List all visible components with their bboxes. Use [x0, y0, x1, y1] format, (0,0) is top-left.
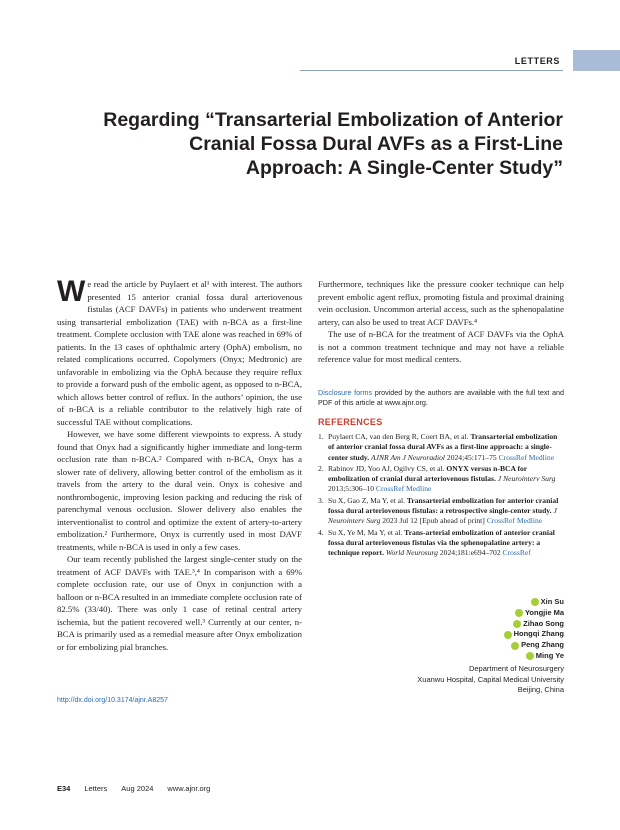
paragraph: Furthermore, techniques like the pressure cooker technique can help prevent embolic agent reflux, promoting fistula and proximal draining vein occlusion. Uncommon arterial access, such as the sphenopalatine artery, can also be used to treat ACF DAVFs.⁴ — [318, 279, 564, 327]
disclosure-note: Disclosure forms provided by the authors are available with the full text and PDF of this article at www.ajnr.org. — [318, 387, 564, 407]
affiliation: Department of Neurosurgery Xuanwu Hospital, Capital Medical University Beijing, China — [417, 663, 564, 695]
doi-link[interactable]: http://dx.doi.org/10.3174/ajnr.A8257 — [57, 697, 168, 704]
article-title: Regarding “Transarterial Embolization of Anterior Cranial Fossa Dural AVFs as a First-Line Approach: A Single-Center Study” — [103, 109, 563, 179]
footer-date: Aug 2024 — [121, 784, 154, 793]
crossref-medline-link[interactable]: CrossRef Medline — [498, 452, 555, 462]
author-name: Xin Su — [417, 597, 564, 608]
footer-site: www.ajnr.org — [167, 784, 211, 793]
paragraph: We read the article by Puylaert et al¹ with interest. The authors presented 15 anterior cranial fossa dural arteriovenous fistulas (ACF DAVFs) in patients who underwent treatment using transarterial embolization (TAE) with n-BCA as a first-line treatment. Complete occlusion with TAE alone was reached in 69% of patients. In the 13 cases of ophthalmic artery (OphA) embolism, no related complications occurred. Copolymers (Onyx; Medtronic) are unfavorable in embolizing via the OphA because they require reflux to provide a forward push of the embolic agent, as opposed to n-BCA, which allows better control of reflux. In the authors’ opinion, the use of n-BCA is a reliable contributor to the relatively high rate of successful TAE without complications. — [57, 275, 302, 427]
orcid-icon[interactable] — [513, 620, 521, 628]
orcid-icon[interactable] — [526, 652, 534, 660]
footer-section: Letters — [84, 784, 108, 793]
reference-list — [318, 432, 564, 559]
reference-item: 4. Su X, Ye M, Ma Y, et al. Trans-arterial embolization of anterior cranial fossa dural arteriovenous fistulas via the sphenopalatine artery: a technique report. World Neurosurg 2024;181:e694–702 CrossRef — [318, 527, 555, 558]
paragraph: However, we have some different viewpoints to express. A study found that Onyx had a significantly higher immediate and long-term occlusion rate than n-BCA.² Compared with n-BCA, Onyx has a slower rate of delivery, allowing better control of the embolism as it travels from the artery to the dural vein. Onyx is cohesive and nonthrombogenic, improving lesion packing and reducing the risk of parenchymal venous occlusion. Slower delivery also enables the interventionalist to control and optimize the extent of artery-to-artery embolization.² Furthermore, Onyx is currently used in most DAVF treatments, while n-BCA is used in only a few cases. — [57, 429, 302, 552]
reference-item: 2. Rabinov JD, Yoo AJ, Ogilvy CS, et al. ONYX versus n-BCA for embolization of cranial dural arteriovenous fistulas. J Neurointerv Surg 2013;5:306–10 CrossRef Medline — [318, 463, 556, 494]
author-name: Yongjie Ma — [417, 608, 564, 619]
reference-item: 3. Su X, Gao Z, Ma Y, et al. Transarterial embolization for anterior cranial fossa dural arteriovenous fistulas: a retrospective single-center study. J Neurointerv Surg 2023 Jul 12 [Epub ahead of print] CrossRef Medline — [318, 495, 559, 526]
author-name: Hongqi Zhang — [417, 629, 564, 640]
crossref-medline-link[interactable]: CrossRef Medline — [486, 516, 543, 526]
references-heading: REFERENCES — [318, 416, 383, 427]
page-footer — [57, 784, 210, 793]
orcid-icon[interactable] — [504, 631, 512, 639]
reference-item: 1. Puylaert CA, van den Berg R, Coert BA, et al. Transarterial embolization of anterior cranial fossa dural AVFs as a first-line approach: a single-center study. AJNR Am J Neuroradiol 2024;45:171–75 CrossRef Medline — [318, 432, 558, 462]
orcid-icon[interactable] — [531, 598, 539, 606]
paragraph: Our team recently published the largest single-center study on the treatment of ACF DAVFs with TAE.³,⁴ In comparison with a 69% complete occlusion rate, our use of Onyx in conjunction with a balloon or n-BCA resulted in an immediate complete occlusion rate of 82.5% (33/40). There was only 1 case of retinal central artery ischemia, but the patient recovered well.³ Currently at our center, n-BCA is primarily used as a remedial measure after Onyx embolization or for embolizing pial branches. — [57, 554, 302, 652]
author-name: Peng Zhang — [417, 640, 564, 651]
crossref-medline-link[interactable]: CrossRef Medline — [375, 484, 432, 494]
author-list — [417, 597, 564, 662]
paragraph: The use of n-BCA for the treatment of ACF DAVFs via the OphA is not a common treatment technique and may not have a reliable reference value for most medical centers. — [318, 329, 564, 364]
section-color-block — [573, 50, 620, 71]
drop-cap: W — [57, 275, 86, 308]
orcid-icon[interactable] — [515, 609, 523, 617]
disclosure-forms-link[interactable]: Disclosure forms — [318, 387, 373, 397]
author-block — [417, 597, 564, 696]
section-label: LETTERS — [514, 56, 560, 66]
body-column-left — [57, 275, 302, 653]
section-rule — [300, 70, 563, 71]
crossref-medline-link[interactable]: CrossRef — [502, 548, 531, 558]
body-column-right — [318, 278, 564, 560]
orcid-icon[interactable] — [511, 642, 519, 650]
page-number: E34 — [57, 784, 71, 793]
author-name: Zihao Song — [417, 619, 564, 630]
journal-url[interactable]: www.ajnr.org. — [384, 397, 428, 407]
author-name: Ming Ye — [417, 651, 564, 662]
